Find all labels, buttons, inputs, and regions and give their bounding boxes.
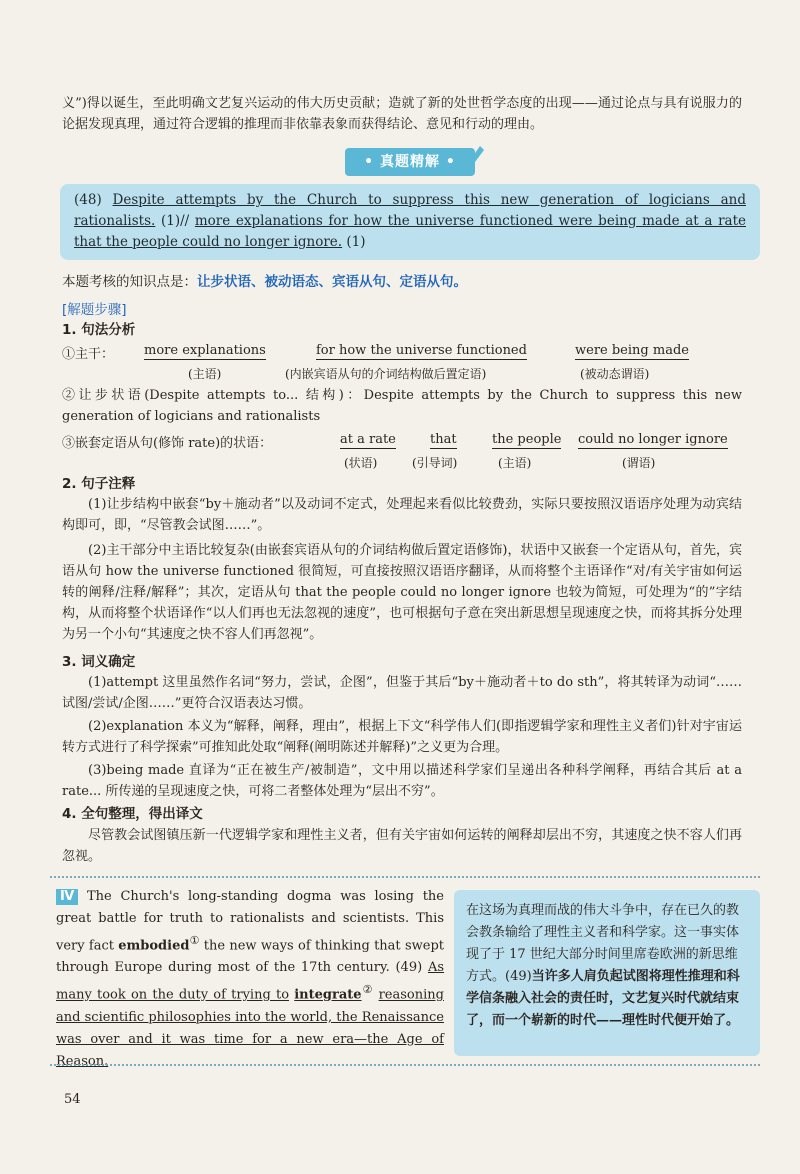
- r2-text: ②让步状语(Despite attempts to... 结构)：Despite attempts by the Church to suppress this new generation of logicians and rationalists: [62, 388, 742, 424]
- r3-relative: that: [430, 432, 457, 447]
- knowledge-prefix: 本题考核的知识点是：: [62, 274, 197, 290]
- step-4-title: 4. 全句整理，得出译文: [62, 806, 203, 822]
- passage-highlight-2: reasoning and scientific philosophies into the world, the Renaissance was over and it was time for a new era—the Age of Reason.: [56, 987, 444, 1069]
- section-header: • 真题精解 •: [345, 148, 475, 176]
- translation-bold: 当许多人肩负起试图将理性推理和科学信条融入社会的责任时，文艺复兴时代就结束了，而一个崭新的时代——理性时代便开始了。: [466, 969, 740, 1028]
- steps-label: [解题步骤]: [62, 302, 127, 318]
- intro-paragraph: 义”)得以诞生，至此明确文艺复兴运动的伟大历史贡献；造就了新的处世哲学态度的出现——通过论点与具有说服力的论据发现真理，通过符合逻辑的推理而非依靠表象而获得结论、意见和行动的理由。: [62, 96, 742, 132]
- r1-subject: more explanations: [144, 343, 266, 358]
- r1-modifier: for how the universe functioned: [316, 343, 527, 358]
- score-mark-1: (1)//: [160, 213, 190, 229]
- question-part-1: Despite attempts by the Church to suppress this new generation of logicians and rationalists.: [74, 192, 746, 229]
- r1-prefix: ①主干：: [62, 347, 115, 362]
- passage-text-2: the new ways of thinking that swept through Europe during most of the 17th century.: [56, 938, 444, 976]
- s4-paragraph: 尽管教会试图镇压新一代逻辑学家和理性主义者，但有关宇宙如何运转的阐释却层出不穷，其速度之快不容人们再忽视。: [62, 828, 742, 864]
- passage-label: Ⅳ: [56, 889, 78, 905]
- vocab-embodied: embodied: [118, 938, 190, 954]
- r3-prefix: ③嵌套定语从句(修饰 rate)的状语：: [62, 436, 273, 451]
- r1-predicate-label: (被动态谓语): [580, 367, 650, 381]
- s3-paragraph-2: (2)explanation 本义为“解释，阐释，理由”，根据上下文“科学伟人们(即指逻辑学家和理性主义者们)针对宇宙运转方式进行了科学探索”可推知此处取“阐释(阐明陈述并解释)”之义更为合理。: [62, 719, 742, 755]
- s3-paragraph-1: (1)attempt 这里虽然作名词“努力，尝试，企图”，但鉴于其后“by＋施动者＋to do sth”，将其转译为动词“……试图/尝试/企图……”更符合汉语表达习惯。: [62, 675, 742, 711]
- r1-modifier-label: (内嵌宾语从句的介词结构做后置定语): [285, 367, 487, 381]
- question-number: (48): [74, 192, 102, 208]
- r3-subject: the people: [492, 432, 562, 447]
- step-1-title: 1. 句法分析: [62, 322, 136, 338]
- s2-paragraph-1: (1)让步结构中嵌套“by＋施动者”以及动词不定式，处理起来看似比较费劲，实际只要按照汉语语序处理为动宾结构即可，即，“尽管教会试图……”。: [62, 497, 742, 533]
- vocab-note-1: ①: [189, 934, 200, 947]
- passage-text-1: The Church's long-standing dogma was losing the great battle for truth to rationalists and scientists. This very fact: [56, 889, 444, 954]
- divider-bottom: [50, 1064, 760, 1066]
- r1-subject-label: (主语): [188, 367, 222, 381]
- s3-paragraph-3: (3)being made 直译为“正在被生产/被制造”，文中用以描述科学家们呈递出各种科学阐释，再结合其后 at a rate... 所传递的呈现速度之快，可将二者整体处理为“层出不穷”。: [62, 763, 742, 799]
- step-3-title: 3. 词义确定: [62, 654, 136, 670]
- passage-highlight-1: As many took on the duty of trying to: [56, 960, 444, 1003]
- question-part-2: more explanations for how the universe functioned were being made at a rate that the people could no longer ignore.: [74, 213, 746, 250]
- passage-question-number: (49): [395, 960, 423, 976]
- step-2-title: 2. 句子注释: [62, 476, 136, 492]
- r3-adverbial: at a rate: [340, 432, 396, 447]
- r3-relative-label: (引导词): [412, 456, 458, 470]
- pen-icon: [456, 142, 486, 176]
- r3-adverbial-label: (状语): [344, 456, 378, 470]
- passage-iv: [56, 886, 444, 1073]
- r3-subject-label: (主语): [498, 456, 532, 470]
- s2-paragraph-2: (2)主干部分中主语比较复杂(由嵌套宾语从句的介词结构做后置定语修饰)，状语中又嵌套一个定语从句，首先，宾语从句 how the universe functioned 很简短，可直接按照汉语语序翻译，从而将整个主语译作“对/有关宇宙如何运转的阐释/注释/解释”；其次，定语从句 that the people could no longer ignore 也较为简短，可处理为“的”字结构，从而将整个状语译作“以人们再也无法忽视的速度”，也可根据句子意在突出新思想呈现速度之快，而将其拆分处理为另一个小句“其速度之快不容人们再忽视”。: [62, 543, 742, 642]
- knowledge-list: 让步状语、被动语态、宾语从句、定语从句。: [197, 274, 467, 290]
- divider-top: [50, 876, 760, 878]
- vocab-note-2: ②: [361, 983, 374, 997]
- r3-predicate-label: (谓语): [622, 456, 656, 470]
- vocab-integrate: integrate: [294, 987, 362, 1003]
- knowledge-points: [62, 272, 742, 293]
- r3-predicate: could no longer ignore: [578, 432, 728, 447]
- score-mark-2: (1): [346, 234, 366, 250]
- r1-predicate: were being made: [575, 343, 689, 358]
- translation-box: [454, 890, 760, 1056]
- translation-plain: 在这场为真理而战的伟大斗争中，存在已久的教会教条输给了理性主义者和科学家。这一事实体现了于 17 世纪大部分时间里席卷欧洲的新思维方式。(49): [466, 903, 740, 984]
- question-sentence-box: [60, 184, 760, 260]
- page-number: 54: [64, 1092, 81, 1107]
